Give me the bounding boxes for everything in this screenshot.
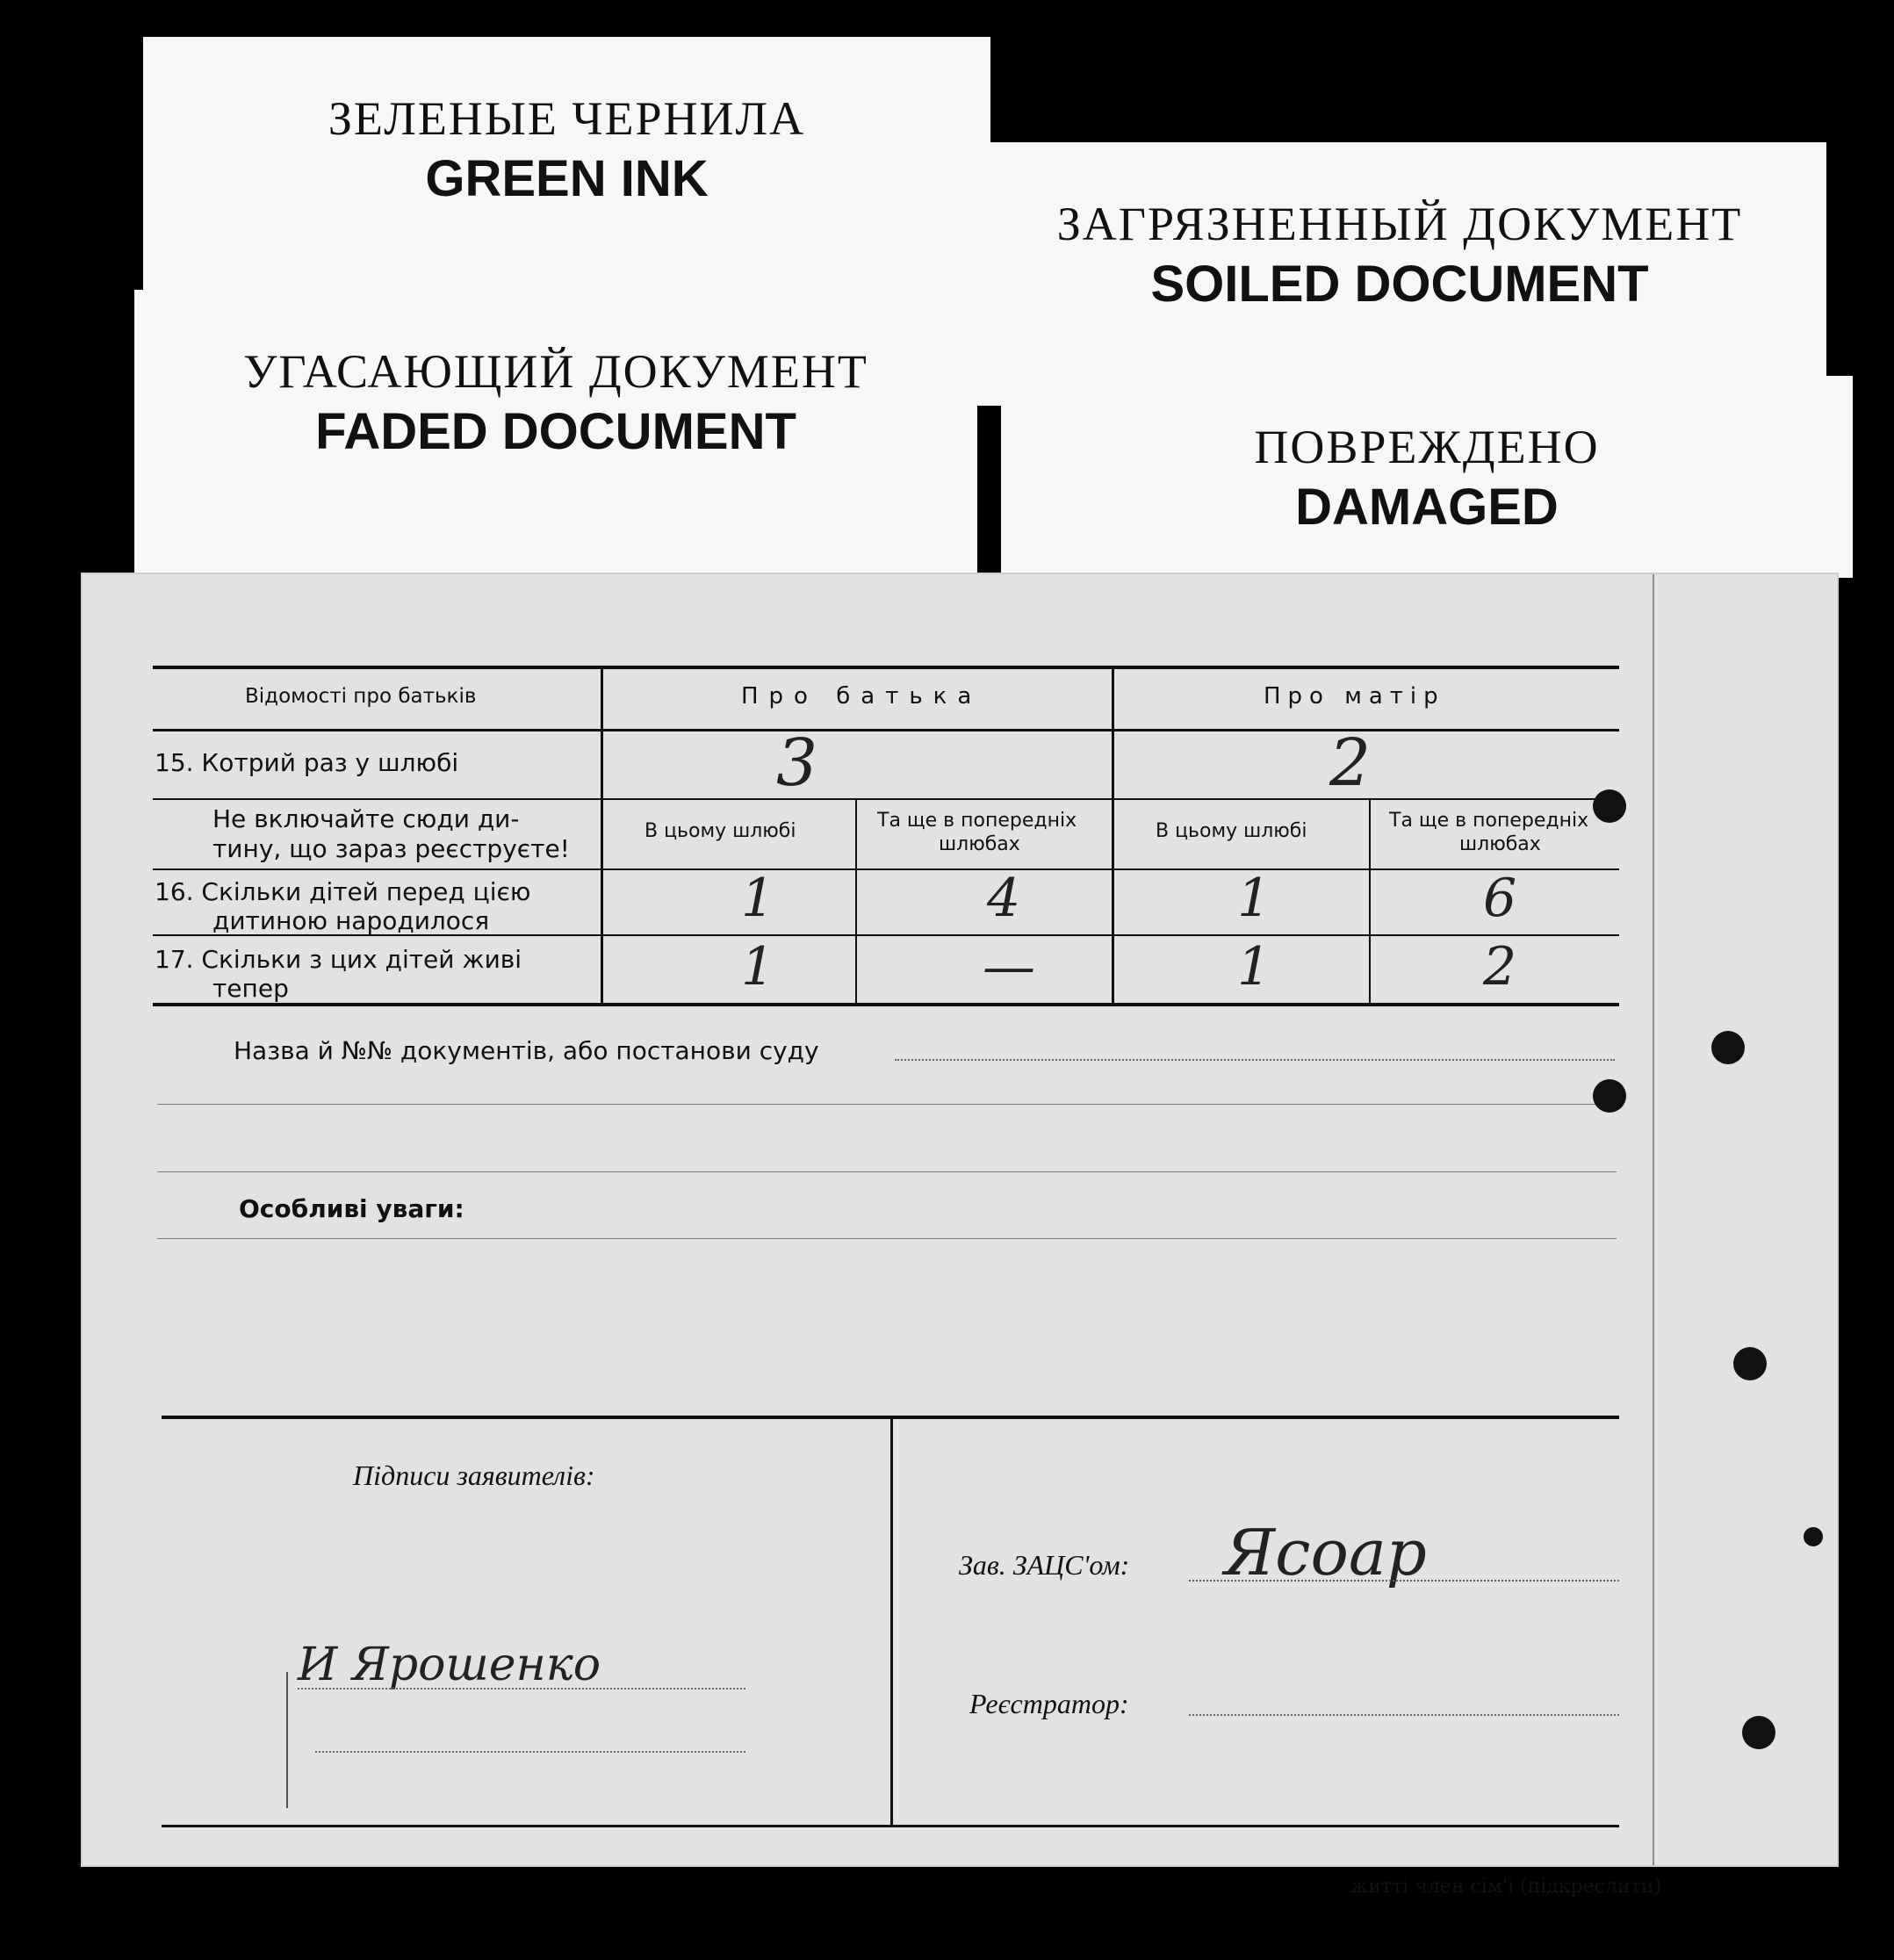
registrar-label: Реєстратор: bbox=[969, 1688, 1129, 1719]
applicants-label: Підписи заявителів: bbox=[353, 1459, 595, 1491]
mother-this-marriage-heading: В цьому шлюбі bbox=[1156, 820, 1307, 842]
subheader-bottom-border bbox=[153, 868, 1619, 870]
soiled-document-en: SOILED DOCUMENT bbox=[1150, 256, 1649, 313]
note-line-1: Не включайте сюди ди- bbox=[212, 804, 520, 833]
father-column-heading: Про батька bbox=[741, 683, 983, 710]
note-line-2: тину, що зараз реєструєте! bbox=[212, 834, 570, 863]
row15-bottom-border bbox=[153, 798, 1619, 800]
row17-label-line-1: 17. Скільки з цих дітей живі bbox=[155, 945, 522, 974]
applicant-line-1 bbox=[298, 1688, 745, 1690]
punch-hole bbox=[1593, 789, 1626, 823]
row17-mother-previous: 2 bbox=[1483, 936, 1517, 998]
mother-previous-marriages-heading-2: шлюбах bbox=[1459, 833, 1541, 855]
father-this-marriage-heading: В цьому шлюбі bbox=[645, 820, 796, 842]
punch-hole bbox=[1733, 1347, 1767, 1380]
row17-mother-this: 1 bbox=[1237, 936, 1271, 998]
faded-document-ru: УГАСАЮЩИЙ ДОКУМЕНТ bbox=[243, 345, 868, 398]
registrar-line bbox=[1189, 1714, 1619, 1716]
soiled-document-card bbox=[973, 142, 1826, 406]
form-perforation-rail bbox=[1653, 574, 1654, 1865]
damaged-ru: ПОВРЕЖДЕНО bbox=[1254, 421, 1600, 473]
row17-father-this: 1 bbox=[741, 936, 775, 998]
row15-father-value: 3 bbox=[776, 725, 818, 801]
section-heading: Відомості про батьків bbox=[245, 685, 477, 708]
row15-mother-value: 2 bbox=[1329, 725, 1372, 801]
row16-father-previous: 4 bbox=[987, 868, 1021, 929]
green-ink-ru: ЗЕЛЕНЫЕ ЧЕРНИЛА bbox=[328, 92, 806, 145]
punch-hole bbox=[1593, 1079, 1626, 1113]
green-ink-card bbox=[143, 37, 990, 318]
row16-mother-this: 1 bbox=[1237, 868, 1271, 929]
damaged-card bbox=[1001, 376, 1853, 578]
documents-line-1 bbox=[895, 1059, 1615, 1061]
mother-subcolumn-divider bbox=[1369, 798, 1371, 1006]
father-previous-marriages-heading-1: Та ще в попередніх bbox=[877, 810, 1077, 832]
signatures-divider bbox=[890, 1417, 893, 1826]
table-top-border bbox=[153, 666, 1619, 669]
documents-label: Назва й №№ документів, або постанови суду bbox=[234, 1036, 819, 1065]
row17-father-previous: — bbox=[983, 936, 1035, 998]
row16-father-this: 1 bbox=[741, 868, 775, 929]
punch-hole bbox=[1711, 1031, 1745, 1064]
form-bottom-border bbox=[162, 1825, 1619, 1827]
damaged-en: DAMAGED bbox=[1295, 479, 1559, 536]
label-column-divider bbox=[601, 666, 603, 1006]
bottom-strip-text: життi член сiм'i (підкреслити) bbox=[1350, 1876, 1662, 1898]
applicant-line-2 bbox=[315, 1751, 745, 1753]
head-line bbox=[1189, 1580, 1619, 1582]
row15-label: 15. Котрий раз у шлюбі bbox=[155, 748, 459, 777]
mother-column-heading: Про матір bbox=[1264, 683, 1445, 710]
documents-line-2 bbox=[157, 1104, 1617, 1105]
faded-document-card bbox=[134, 290, 977, 580]
faded-document-en: FADED DOCUMENT bbox=[315, 403, 796, 460]
applicant-signature-bracket bbox=[286, 1672, 288, 1808]
father-previous-marriages-heading-2: шлюбах bbox=[939, 833, 1020, 855]
head-label: Зав. ЗАЦС'ом: bbox=[959, 1549, 1130, 1581]
applicant-signature: И Ярошенко bbox=[298, 1639, 601, 1691]
documents-line-3 bbox=[157, 1171, 1617, 1172]
remarks-line bbox=[157, 1238, 1617, 1239]
header-bottom-border bbox=[153, 729, 1619, 731]
green-ink-en: GREEN INK bbox=[425, 150, 709, 207]
punch-hole bbox=[1742, 1716, 1775, 1749]
head-signature: Ясоар bbox=[1224, 1516, 1427, 1589]
row16-label-line-2: дитиною народилося bbox=[212, 906, 490, 935]
soiled-document-ru: ЗАГРЯЗНЕННЫЙ ДОКУМЕНТ bbox=[1056, 198, 1743, 250]
row16-mother-previous: 6 bbox=[1483, 868, 1517, 929]
father-subcolumn-divider bbox=[855, 798, 857, 1006]
punch-hole bbox=[1804, 1527, 1823, 1546]
mother-previous-marriages-heading-1: Та ще в попередніх bbox=[1389, 810, 1589, 832]
row16-label-line-1: 16. Скільки дітей перед цією bbox=[155, 877, 531, 906]
father-mother-divider bbox=[1112, 666, 1114, 1006]
table-bottom-border bbox=[153, 1003, 1619, 1006]
remarks-label: Особливі уваги: bbox=[239, 1194, 464, 1223]
row17-label-line-2: тепер bbox=[212, 974, 289, 1003]
birth-registration-form bbox=[81, 573, 1839, 1867]
